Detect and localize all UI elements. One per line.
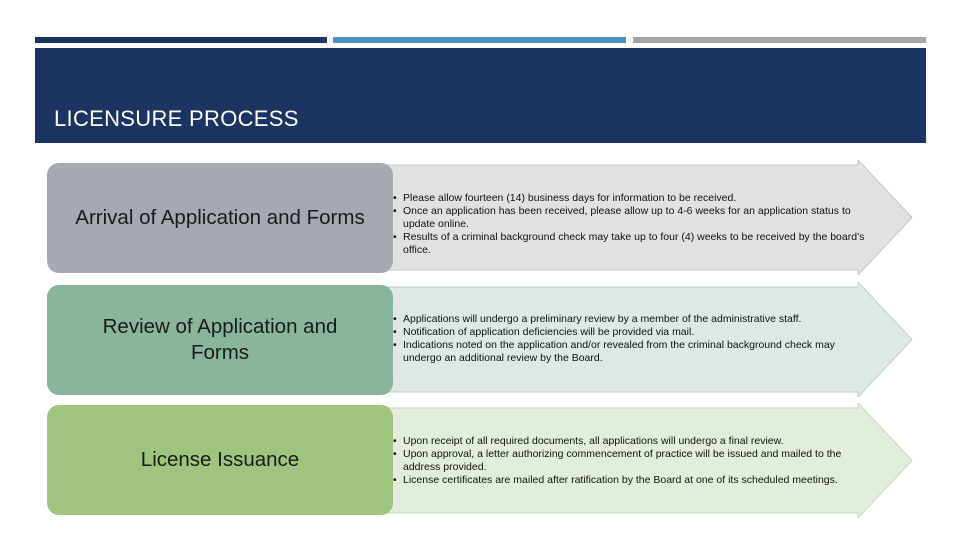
page-title: LICENSURE PROCESS bbox=[54, 106, 299, 131]
bullet-item: • License certificates are mailed after ratification by the Board at one of its scheduled meetings. bbox=[392, 474, 876, 487]
step-2-box bbox=[47, 285, 393, 395]
step-3-label: License Issuance bbox=[140, 448, 300, 471]
step-1-bullets bbox=[392, 192, 876, 257]
bullet-item: • Please allow fourteen (14) business days for information to be received. bbox=[392, 192, 876, 205]
step-3-bullets bbox=[392, 435, 876, 487]
bullet-item: • Indications noted on the application and/or revealed from the criminal background check may undergo an additional review by the Board. bbox=[392, 339, 876, 365]
title-banner bbox=[35, 48, 926, 143]
bullet-item: • Applications will undergo a preliminary review by a member of the administrative staff. bbox=[392, 313, 876, 326]
bullet-item: • Once an application has been received, please allow up to 4-6 weeks for an application status to update online. bbox=[392, 205, 876, 231]
accent-bar-blue bbox=[333, 37, 626, 43]
step-1-box bbox=[47, 163, 393, 273]
accent-bar-gray bbox=[633, 37, 926, 43]
step-1-label: Arrival of Application and Forms bbox=[75, 206, 365, 229]
step-2-label: Review of Application and Forms bbox=[102, 315, 338, 364]
bullet-item: • Upon receipt of all required documents, all applications will undergo a final review. bbox=[392, 435, 876, 448]
accent-bar-navy bbox=[35, 37, 327, 43]
bullet-item: • Results of a criminal background check may take up to four (4) weeks to be received by the board’s office. bbox=[392, 231, 876, 257]
bullet-item: • Notification of application deficiencies will be provided via mail. bbox=[392, 326, 876, 339]
step-2-bullets bbox=[392, 313, 876, 365]
bullet-item: • Upon approval, a letter authorizing commencement of practice will be issued and mailed to the address provided. bbox=[392, 448, 876, 474]
step-3-box bbox=[47, 405, 393, 515]
